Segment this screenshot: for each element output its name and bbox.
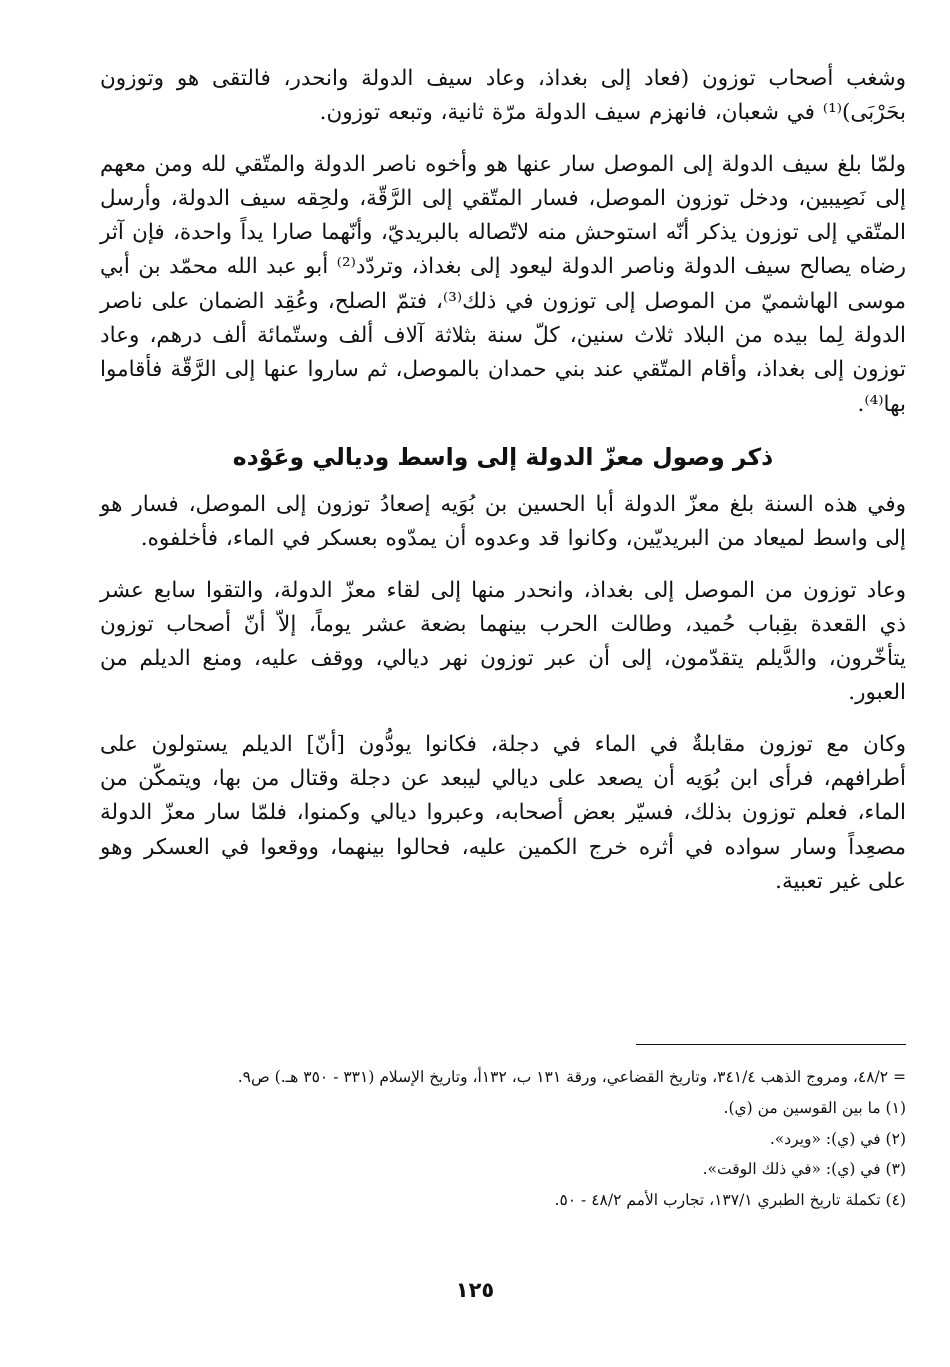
footnote-divider xyxy=(636,1044,906,1045)
paragraph-4: وعاد توزون من الموصل إلى بغداذ، وانحدر منها إلى لقاء معزّ الدولة، والتقوا سابع عشر ذي القعدة بقِباب حُميد، وطالت الحرب بينهما بضعة عشر يوماً، إلاّ أنّ أصحاب توزون يتأخّرون، والدَّيلم يتقدّمون، إلى أن عبر توزون نهر ديالي، ووقف عليه، ومنع الديلم من العبور. xyxy=(100,577,906,706)
section-title: ذكر وصول معزّ الدولة إلى واسط وديالي وعَوْده xyxy=(232,442,774,471)
paragraph-2: ولمّا بلغ سيف الدولة إلى الموصل سار عنها هو وأخوه ناصر الدولة والمتّقي لله ومن معهم إلى نَصِيبين، ودخل توزون الموصل، فسار المتّقي إلى الرَّقّة، ولحِقه سيف الدولة، وأرسل المتّقي إلى توزون يذكر أنّه استوحش منه لاتّصاله بالبريديّ، وأنّهما صارا يداً واحدة، فإن آثر رضاه يصالح سيف الدولة وناصر الدولة ليعود إلى بغداذ، وتردّد⁽²⁾ أبو عبد الله محمّد بن أبي موسى الهاشميّ من الموصل إلى توزون في ذلك⁽³⁾، فتمّ الصلح، وعُقِد الضمان على ناصر الدولة لِما بيده من البلاد ثلاث سنين، كلّ سنة بثلاثة آلاف ألف وستّمائة ألف درهم، وعاد توزون إلى بغداذ، وأقام المتّقي عند بني حمدان بالموصل، ثم ساروا عنها إلى الرَّقّة فأقاموا بها⁽⁴⁾. xyxy=(100,151,906,417)
footnote-3: (٣) في (ي): «في ذلك الوقت». xyxy=(702,1160,906,1179)
paragraph-1: وشغب أصحاب توزون (فعاد إلى بغداذ، وعاد سيف الدولة وانحدر، فالتقى هو وتوزون بحَرْبَى)⁽¹⁾ في شعبان، فانهزم سيف الدولة مرّة ثانية، وتبعه توزون. xyxy=(100,66,906,126)
footnote-continuation: = ٤٨/٢، ومروج الذهب ٣٤١/٤، وتاريخ القضاعي، ورقة ١٣١ ب، ١٣٢أ، وتاريخ الإسلام (٣٣١ - ٣٥٠ هـ.) ص٩. xyxy=(237,1068,906,1086)
page-number: ١٢٥ xyxy=(455,1278,495,1302)
footnote-2: (٢) في (ي): «ويرد». xyxy=(769,1129,906,1148)
footnotes xyxy=(100,1062,906,1216)
paragraph-3: وفي هذه السنة بلغ معزّ الدولة أبا الحسين بن بُوَيه إصعادُ توزون إلى الموصل، فسار هو إلى واسط لميعاد من البريديّين، وكانوا قد وعدوه أن يمدّوه بعسكر في الماء، فأخلفوه. xyxy=(100,491,906,552)
paragraph-5: وكان مع توزون مقابلةٌ في الماء في دجلة، فكانوا يودُّون [أنّ] الديلم يستولون على أطرافهم، فرأى ابن بُوَيه أن يصعد على ديالي ليبعد عن دجلة وقتال من بها، ويتمكّن من الماء، فعلم توزون بذلك، فسيّر بعض أصحابه، وعبروا ديالي وكمنوا، فلمّا سار معزّ الدولة مصعِداً وسار سواده في أثره خرج الكمين عليه، فحالوا بينهما، ووقعوا في العسكر وهو على غير تعبية. xyxy=(100,731,906,894)
main-text xyxy=(100,62,906,916)
footnote-4: (٤) تكملة تاريخ الطبري ١٣٧/١، تجارب الأمم ٤٨/٢ - ٥٠. xyxy=(554,1191,906,1210)
footnote-1: (١) ما بين القوسين من (ي). xyxy=(723,1098,906,1117)
